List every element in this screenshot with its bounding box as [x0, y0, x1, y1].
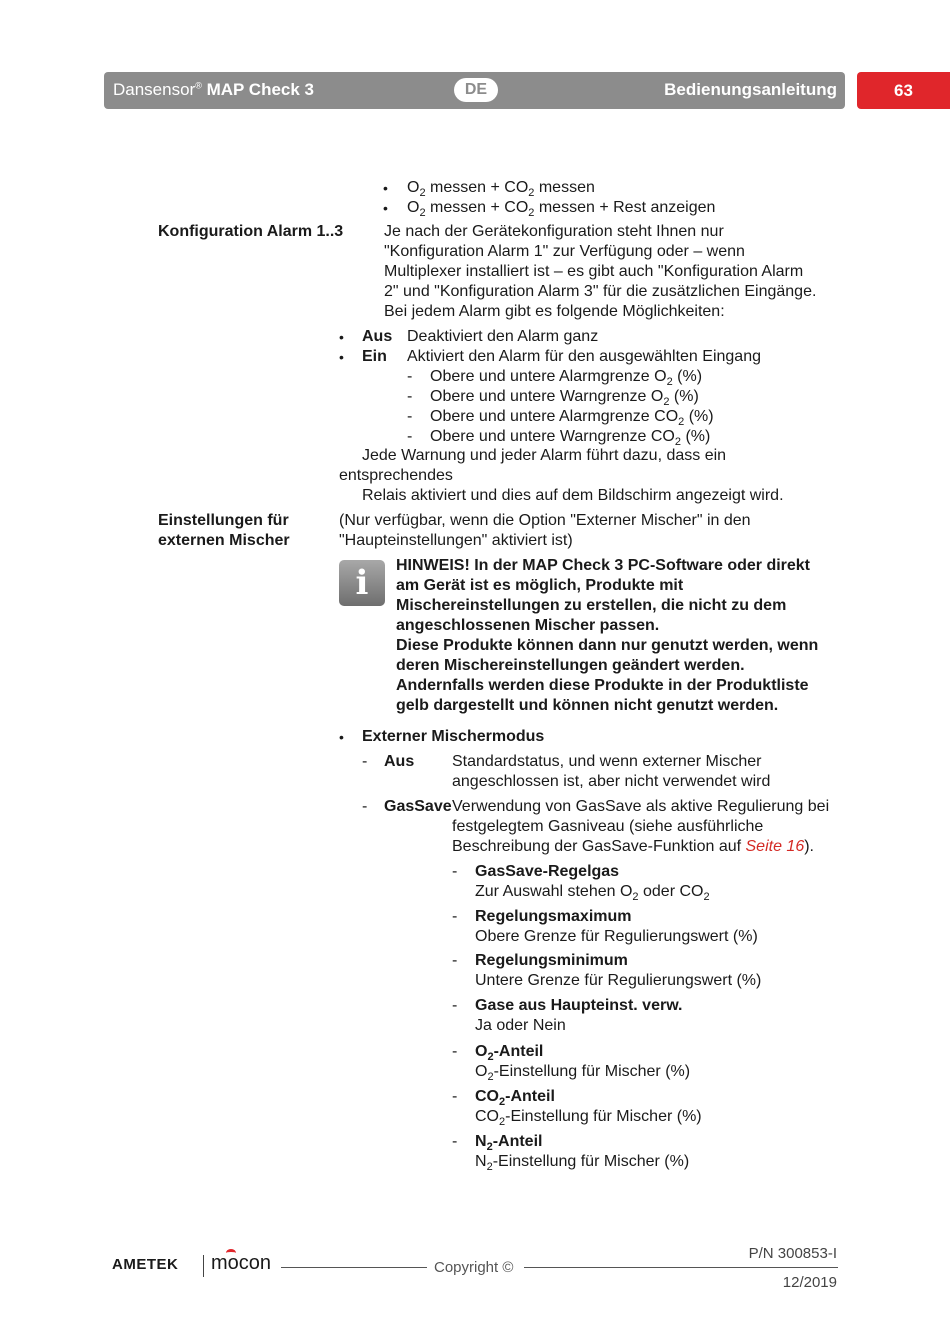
- setting-desc: $CO_2$-Einstellung für Mischer (%): [475, 1108, 702, 1128]
- option-text: Aktiviert den Alarm für den ausgewählten Eingang: [407, 348, 761, 365]
- option-text: Deaktiviert den Alarm ganz: [407, 328, 599, 345]
- hint-line: angeschlossenen Mischer passen.: [396, 617, 660, 634]
- setting-desc: Zur Auswahl stehen $O_2$ oder $CO_2$: [475, 883, 710, 903]
- section-label-mixer: Einstellungen für: [158, 512, 289, 529]
- dash: -: [407, 408, 413, 425]
- bullet: •: [383, 200, 388, 216]
- sub-item: Obere und untere Alarmgrenze $O_2$ (%): [430, 368, 703, 388]
- paragraph-line: Multiplexer installiert ist – es gibt auch "Konfiguration Alarm: [384, 263, 804, 280]
- sub-item: Obere und untere Alarmgrenze $CO_2$ (%): [430, 408, 714, 428]
- dash: -: [452, 1133, 458, 1150]
- section-label-mixer: externen Mischer: [158, 532, 290, 549]
- dash: -: [452, 863, 458, 880]
- header-product: Dansensor® MAP Check 3: [113, 80, 314, 99]
- bullet: •: [383, 180, 388, 196]
- dash: -: [452, 1088, 458, 1105]
- paragraph-line: "Konfiguration Alarm 1" zur Verfügung oder – wenn: [384, 243, 745, 260]
- part-number: P/N 300853-I: [748, 1245, 837, 1262]
- bullet: •: [339, 349, 344, 365]
- dash: -: [407, 428, 413, 445]
- dash: -: [362, 753, 368, 770]
- dash: -: [452, 952, 458, 969]
- setting-title: Regelungsminimum: [475, 952, 628, 969]
- option-text: angeschlossen ist, aber nicht verwendet wird: [452, 773, 771, 790]
- date: 12/2019: [782, 1274, 837, 1291]
- note-line: entsprechendes: [339, 467, 453, 484]
- sub-item: Obere und untere Warngrenze $O_2$ (%): [430, 388, 699, 408]
- bullet: •: [339, 329, 344, 345]
- setting-desc: Ja oder Nein: [475, 1017, 566, 1034]
- option-text: Standardstatus, und wenn externer Mischer: [452, 753, 762, 770]
- mocon-logo: mocon: [211, 1252, 272, 1274]
- footer-rule: [524, 1267, 838, 1268]
- hint-line: HINWEIS! In der MAP Check 3 PC-Software oder direkt: [396, 557, 811, 574]
- dash: -: [362, 798, 368, 815]
- note-line: Jede Warnung und jeder Alarm führt dazu, dass ein: [362, 447, 727, 464]
- list-item: $O_2$ messen + $CO_2$ messen: [407, 179, 595, 199]
- language-badge: DE: [454, 78, 498, 102]
- option-label: Aus: [362, 328, 393, 345]
- footer-rule: [281, 1267, 427, 1268]
- option-label: Aus: [384, 753, 415, 770]
- option-text: Beschreibung der GasSave-Funktion auf Seite 16).: [452, 838, 814, 855]
- list-item: $O_2$ messen + $CO_2$ messen + Rest anzeigen: [407, 199, 716, 219]
- hint-line: Diese Produkte können dann nur genutzt werden, wenn: [396, 637, 819, 654]
- setting-desc: $O_2$-Einstellung für Mischer (%): [475, 1063, 691, 1083]
- hint-line: gelb dargestellt und können nicht genutzt werden.: [396, 697, 779, 714]
- sub-item: Obere und untere Warngrenze $CO_2$ (%): [430, 428, 711, 448]
- setting-desc: Untere Grenze für Regulierungswert (%): [475, 972, 762, 989]
- copyright: Copyright ©: [434, 1259, 514, 1276]
- setting-desc: Obere Grenze für Regulierungswert (%): [475, 928, 758, 945]
- logo-divider: [203, 1255, 204, 1277]
- page-link[interactable]: Seite 16: [745, 838, 805, 855]
- paragraph-line: "Haupteinstellungen" aktiviert ist): [339, 532, 573, 549]
- setting-title: Regelungsmaximum: [475, 908, 632, 925]
- setting-title: GasSave-Regelgas: [475, 863, 620, 880]
- setting-title: $N_2$-Anteil: [475, 1133, 543, 1153]
- option-text: Verwendung von GasSave als aktive Regulierung bei: [452, 798, 830, 815]
- option-text: festgelegtem Gasniveau (siehe ausführliche: [452, 818, 764, 835]
- hint-line: am Gerät ist es möglich, Produkte mit: [396, 577, 684, 594]
- dash: -: [452, 908, 458, 925]
- hint-line: Mischereinstellungen zu erstellen, die nicht zu dem: [396, 597, 787, 614]
- ametek-logo: AMETEK: [112, 1256, 179, 1273]
- setting-title: $CO_2$-Anteil: [475, 1088, 555, 1108]
- setting-title: Gase aus Haupteinst. verw.: [475, 997, 683, 1014]
- option-label: GasSave: [384, 798, 452, 815]
- hint-line: deren Mischereinstellungen geändert werden.: [396, 657, 745, 674]
- setting-desc: $N_2$-Einstellung für Mischer (%): [475, 1153, 690, 1173]
- info-icon: i: [339, 560, 385, 606]
- dash: -: [452, 1043, 458, 1060]
- page-number: 63: [857, 72, 950, 109]
- dash: -: [407, 388, 413, 405]
- note-line: Relais aktiviert und dies auf dem Bildschirm angezeigt wird.: [362, 487, 784, 504]
- mode-label: Externer Mischermodus: [362, 728, 545, 745]
- header-doc-type: Bedienungsanleitung: [664, 80, 837, 99]
- paragraph-line: 2" und "Konfiguration Alarm 3" für die zusätzlichen Eingänge.: [384, 283, 817, 300]
- paragraph-line: (Nur verfügbar, wenn die Option "Externer Mischer" in den: [339, 512, 751, 529]
- dash: -: [407, 368, 413, 385]
- option-label: Ein: [362, 348, 387, 365]
- section-label-alarm: Konfiguration Alarm 1..3: [158, 223, 344, 240]
- paragraph-line: Bei jedem Alarm gibt es folgende Möglichkeiten:: [384, 303, 725, 320]
- hint-line: Andernfalls werden diese Produkte in der Produktliste: [396, 677, 809, 694]
- paragraph-line: Je nach der Gerätekonfiguration steht Ihnen nur: [384, 223, 724, 240]
- dash: -: [452, 997, 458, 1014]
- bullet: •: [339, 729, 344, 745]
- setting-title: $O_2$-Anteil: [475, 1043, 544, 1063]
